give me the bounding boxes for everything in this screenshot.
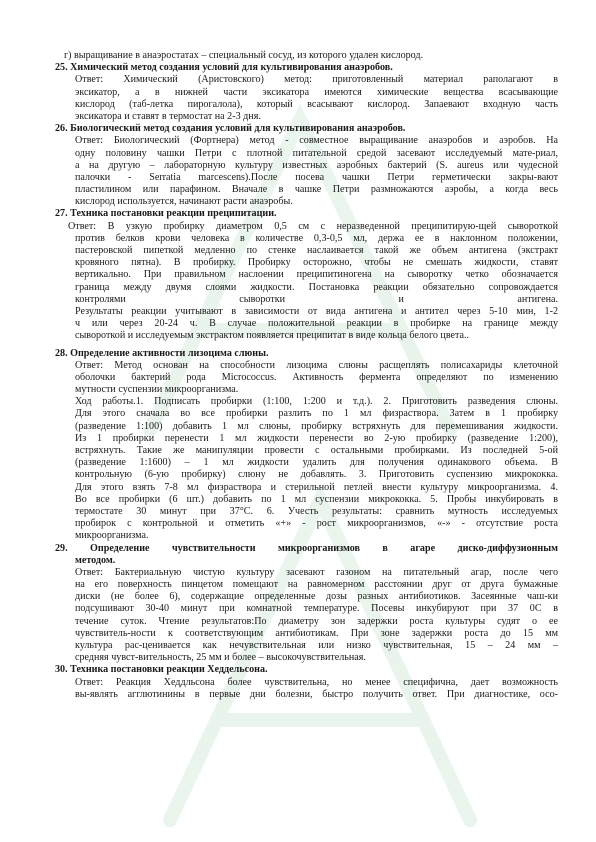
text-line: контрольную (6-ую пробирку) слюну не добавлять. 3. Приготовить суспензию микрококка. [75, 469, 558, 481]
text-line: ч или через 20-24 ч. В случае положительной реакции в пробирке на границе между [75, 318, 558, 330]
text-line: диски (не более 6), содержащие определенные дозы разных антибиотиков. Засеянные чаш-ки [75, 591, 558, 603]
text-line: Ответ: Бактериальную чистую культуру засевают газоном на питательный агар, после чего [75, 566, 558, 578]
text-line: чувствитель-ности к соответствующим антибиотикам. При зоне задержки роста до 15 мм [75, 627, 558, 639]
text-line: течение суток. Чтение результатов:По диаметру зон задержки роста культуры судят о ее [75, 615, 558, 627]
text-line: термостате 30 минут при 37°С. 6. Учесть результаты: сравнить мутность исследуемых [75, 505, 558, 517]
text-line: эксикатора и ставят в термостат на 2-3 дня. [75, 110, 261, 122]
text-line: культура рас-ценивается как нечувствительная или низко чувствительная, 15 – 24 мм – [75, 640, 558, 651]
text-line: Ответ: Химический (Аристовского) метод: приготовленный материал раполагают в [75, 74, 558, 86]
text-line: Ответ: В узкую пробирку диаметром 0,5 см с неразведенной преципитирую-щей сывороткой [68, 220, 558, 232]
text-line: Из 1 пробирки перенести 1 мл жидкости перенести во 2-ую пробирку (разведение 1:200), [75, 432, 558, 444]
text-line: вы-являть агглютинины в первые дни болезни, быстро получить ответ. При диагностике, осо- [75, 688, 558, 700]
document-text [0, 50, 596, 701]
text-line: Ответ: Реакция Хеддльсона более чувствительна, но менее специфична, дает возможность [75, 676, 558, 688]
text-line: Для этого взять 7-8 мл физраствора и стерильной петлей внести культуру микроорганизма. 4. [75, 481, 558, 493]
text-line: микроорганизма. [75, 530, 149, 542]
text-line: против белков крови человека в количестве 0,3-0,5 мл, держа ее в наклонном положении, [75, 232, 558, 244]
section-heading: 26. Биологический метод создания условий для культивирования анаэробов. [55, 123, 406, 135]
section-heading: методом. [75, 554, 116, 566]
text-line: г) выращивание в анаэростатах – специальный сосуд, из которого удален кислород. [64, 50, 424, 61]
text-line: а на другую – лабораторную культуру известных аэробных бактерий (S. aureus или чудесной [75, 159, 558, 171]
text-line: Ответ: Метод основан на способности лизоцима слюны расщеплять полисахариды клеточной [75, 359, 558, 371]
text-line: одну половину чашки Петри с плотной питательной средой засевают исследуемый мате-риал, [75, 147, 558, 159]
section-heading: 25. Химический метод создания условий для культивирования анаэробов. [55, 62, 393, 74]
text-line: средняя чувст-вительность, 25 мм и более – высокочувствительная. [75, 652, 366, 664]
section-heading: 28. Определение активности лизоцима слюны. [55, 347, 269, 359]
section-heading: 27. Техника постановки реакции преципитации. [55, 208, 277, 220]
text-line: Во все пробирки (6 шт.) добавить по 1 мл суспензии микрококка. 5. Пробы инкубировать в [75, 493, 558, 505]
text-line: Результаты реакции учитывают в зависимости от вида антигена и антител через 5-10 мин, 1-2 [75, 305, 558, 317]
text-line: сывороткой и исследуемым экстрактом появляется преципитат в виде кольца белого цвета.. [75, 330, 470, 342]
section-heading: 30. Техника постановки реакции Хеддельсона. [55, 664, 268, 676]
text-line: встряхнуть. Такие же манипуляции провести с остальными пробирками. Из последней 5-ой [75, 445, 558, 456]
text-line: Для этого сначала во все пробирки разлить по 1 мл физраствора. Затем в 1 пробирку [75, 408, 558, 420]
text-line: (разведение 1:1600) – 1 мл жидкости удалить для получения одинакового объема. В [75, 457, 558, 469]
text-line: Ответ: Биологический (Фортнера) метод - совместное выращивание анаэробов и аэробов. На [75, 135, 558, 147]
text-line: кровяного пятна). В пробирку. Пробирку осторожно, чтобы не смешать жидкости, ставят [75, 257, 558, 269]
text-line: оболочки бактерий рода Micrococcus. Активность фермента определяют по изменению [75, 371, 558, 383]
text-line: на его поверхность пинцетом помещают на равномерном расстоянии друг от друга бумажные [75, 579, 558, 591]
text-line: подсушивают 30-40 минут при комнатной температуре. Посевы инкубируют при 37 0С в [75, 603, 558, 615]
text-line: пастеровской пипеткой медленно по стенке наслаивается такой же объем антигена (экстракт [75, 245, 558, 256]
text-line: (разведение 1:100) добавить 1 мл слюны, пробирку встряхнуть для перемешивания жидкости. [75, 420, 558, 432]
text-line: контролями сыворотки и антигена. [75, 293, 558, 305]
text-line: эксикатор, а в нижней части эксикатора имеются химические вещества всасывающие [75, 86, 558, 98]
text-line: Ход работы.1. Подписать пробирки (1:100, 1:200 и т.д.). 2. Приготовить разведения слюны. [75, 396, 558, 408]
text-line: граница между двумя слоями жидкости. Постановка реакции обязательно сопровождается [75, 281, 558, 293]
text-line: мутности суспензии микроорганизма. [75, 384, 239, 396]
text-line: пластилином или парафином. Вначале в чашке Петри размножаются аэробы, а когда весь [75, 184, 558, 196]
text-line: пробирок с контрольной и отметить «+» - рост микроорганизмов, «-» - отсутствие роста [75, 518, 558, 530]
text-line: кислород используется, начинают расти анаэробы. [75, 196, 293, 208]
text-line: вертикально. При правильном наслоении преципитиногена на сыворотку четко обозначается [75, 269, 558, 281]
text-line: кислород (таб-летка пирогалола), который всасывают кислород. Запаевают входную часть [75, 98, 558, 110]
text-line: палочки - Serratia marcescens).После посева чашки Петри герметически закры-вают [75, 171, 558, 183]
section-heading: 29. Определение чувствительности микроорганизмов в агаре диско-диффузионным [55, 542, 558, 554]
